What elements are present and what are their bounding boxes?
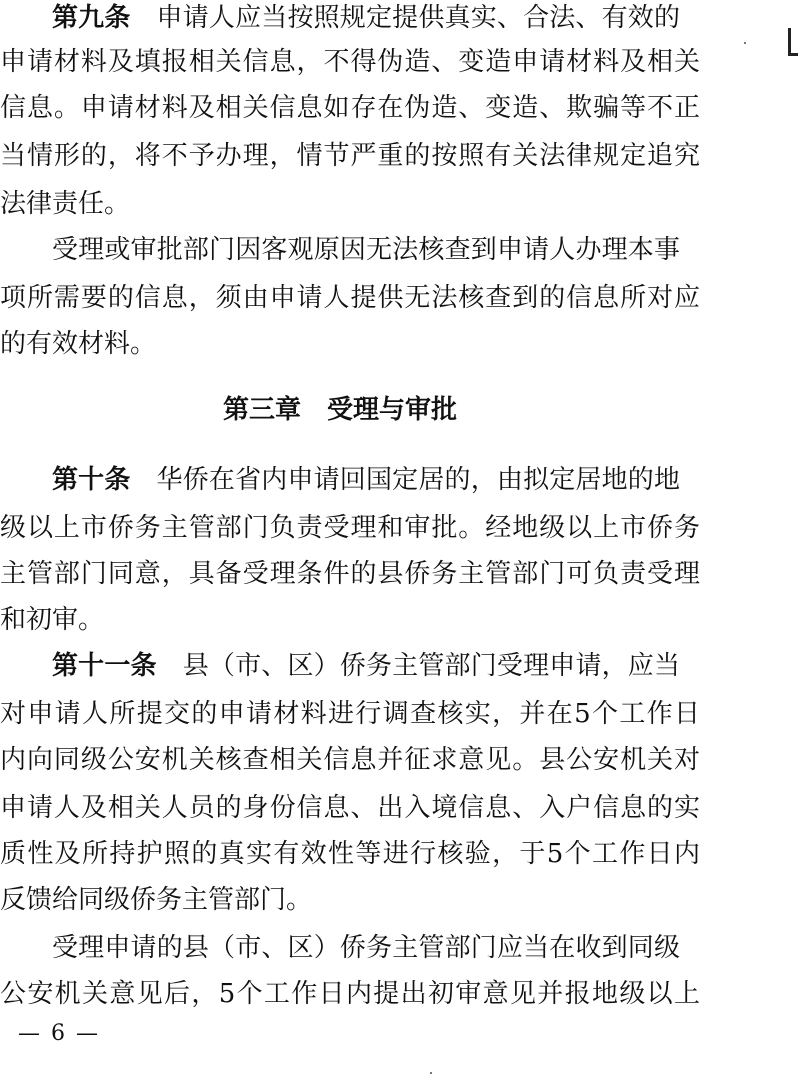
article11-line1-text: 县（市、区）侨务主管部门受理申请，应当: [182, 651, 680, 681]
article9-line4: 当情形的，将不予办理，情节严重的按照有关法律规定追究: [0, 141, 700, 171]
article11-line1: [52, 650, 680, 682]
article9-line5: 法律责任。: [0, 189, 131, 219]
article11-line4: 申请人及相关人员的身份信息、出入境信息、入户信息的实: [0, 793, 700, 823]
article11-para2-line1: 受理申请的县（市、区）侨务主管部门应当在收到同级: [52, 933, 680, 963]
article9-line3: 信息。申请材料及相关信息如存在伪造、变造、欺骗等不正: [0, 93, 700, 123]
article11-line5: 质性及所持护照的真实有效性等进行核验，于5个工作日内: [0, 839, 700, 869]
article9-para2-line3: 的有效材料。: [0, 329, 157, 359]
article11-line6: 反馈给同级侨务主管部门。: [0, 885, 313, 915]
article9-heading: 第九条: [52, 3, 131, 33]
scan-edge-mark: [788, 28, 798, 56]
article9-line2: 申请材料及填报相关信息，不得伪造、变造申请材料及相关: [0, 47, 700, 77]
chapter-title: 第三章 受理与审批: [222, 395, 457, 425]
article10-heading: 第十条: [52, 465, 131, 495]
article11-para2-line2: 公安机关意见后，5个工作日内提出初审意见并报地级以上: [0, 979, 700, 1009]
article9-line1: [52, 2, 680, 34]
article9-para2-line2: 项所需要的信息，须由申请人提供无法核查到的信息所对应: [0, 283, 700, 313]
article10-line4: 和初审。: [0, 605, 105, 635]
article9-line1-text: 申请人应当按照规定提供真实、合法、有效的: [156, 3, 680, 33]
article10-line3: 主管部门同意，具备受理条件的县侨务主管部门可负责受理: [0, 559, 700, 589]
scan-speck: [744, 42, 746, 44]
article10-line1-text: 华侨在省内申请回国定居的，由拟定居地的地: [156, 465, 680, 495]
article10-line1: [52, 464, 680, 496]
article11-heading: 第十一条: [52, 651, 157, 681]
article11-line3: 内向同级公安机关核查相关信息并征求意见。县公安机关对: [0, 745, 700, 775]
article9-para2-line1: 受理或审批部门因客观原因无法核查到申请人办理本事: [52, 235, 680, 265]
scan-speck: [430, 1072, 432, 1074]
article11-line2: 对申请人所提交的申请材料进行调查核实，并在5个工作日: [0, 699, 700, 729]
page-number: — 6 —: [18, 1021, 100, 1046]
article10-line2: 级以上市侨务主管部门负责受理和审批。经地级以上市侨务: [0, 513, 700, 543]
